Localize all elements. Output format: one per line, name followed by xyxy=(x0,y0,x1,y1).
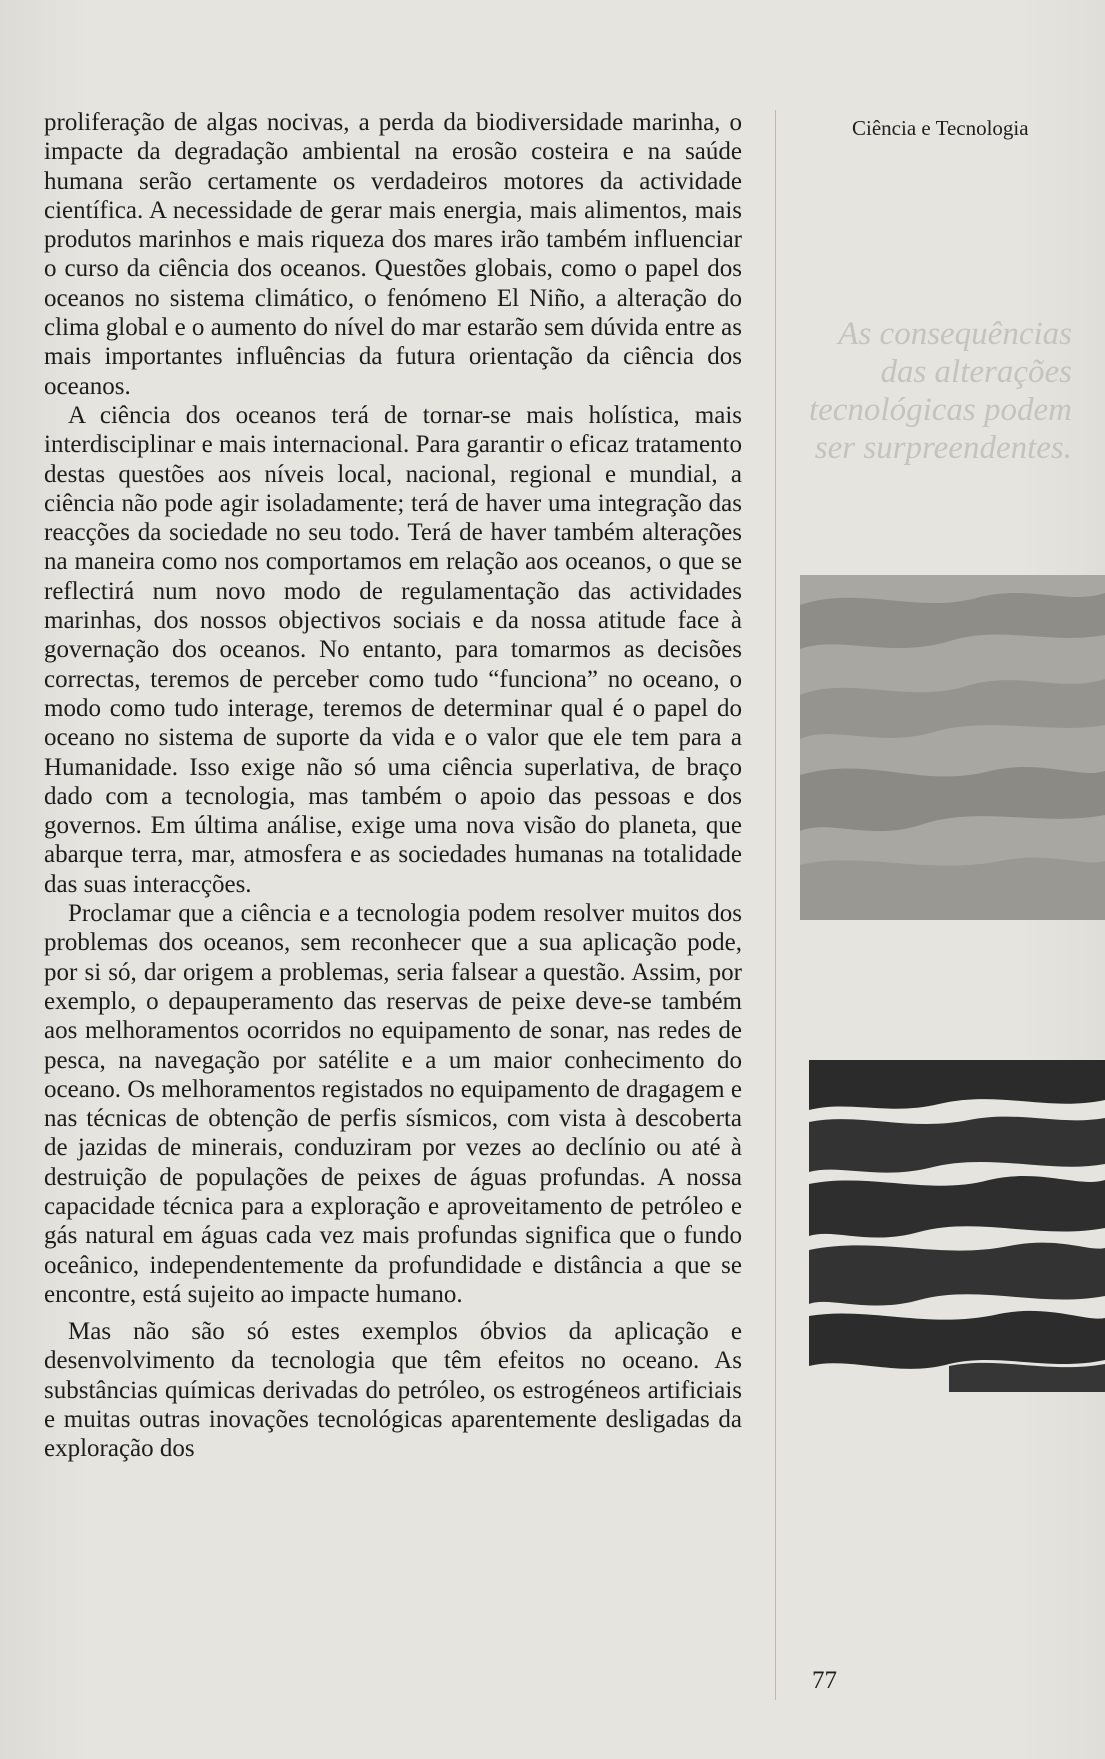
ocean-photo-faded xyxy=(800,575,1105,920)
pullquote: As consequências das alterações tecnológicas podem ser surpreendentes. xyxy=(808,316,1072,466)
ocean-waves-photo xyxy=(809,1060,1105,1392)
page-number: 77 xyxy=(812,1667,837,1694)
column-divider xyxy=(775,110,776,1700)
running-head: Ciência e Tecnologia xyxy=(852,116,1029,140)
paragraph-3: Proclamar que a ciência e a tecnologia podem resolver muitos dos problemas dos oceanos, sem reconhecer que a sua aplicação pode, por si só, dar origem a problemas, seria falsear a questão. Assim, por exemplo, o depauperamento das reservas de peixe deve-se também aos melhoramentos ocorridos no equipamento de sonar, nas redes de pesca, na navegação por satélite e a um maior conhecimento do oceano. Os melhoramentos registados no equipamento de dragagem e nas técnicas de obtenção de perfis sísmicos, com vista à descoberta de jazidas de minerais, conduziram por vezes ao declínio ou até à destruição de populações de peixes de águas profundas. A nossa capacidade técnica para a exploração e aproveitamento de petróleo e gás natural em águas cada vez mais profundas significa que o fundo oceânico, independentemente da profundidade e distância a que se encontre, está sujeito ao impacte humano. xyxy=(44,900,742,1308)
paragraph-1: proliferação de algas nocivas, a perda da biodiversidade marinha, o impacte da degradação ambiental na erosão costeira e na saúde humana serão certamente os verdadeiros motores da actividade científica. A necessidade de gerar mais energia, mais alimentos, mais produtos marinhos e mais riqueza dos mares irão também influenciar o curso da ciência dos oceanos. Questões globais, como o papel dos oceanos no sistema climático, o fenómeno El Niño, a alteração do clima global e o aumento do nível do mar estarão sem dúvida entre as mais importantes influências da futura orientação da ciência dos oceanos. xyxy=(44,109,742,400)
body-text-column xyxy=(44,108,742,1464)
paragraph-2: A ciência dos oceanos terá de tornar-se mais holística, mais interdisciplinar e mais internacional. Para garantir o eficaz tratamento destas questões aos níveis local, nacional, regional e mundial, a ciência não pode agir isoladamente; terá de haver uma integração das reacções da sociedade no seu todo. Terá de haver também alterações na maneira como nos comportamos em relação aos oceanos, o que se reflectirá num novo modo de regulamentação das actividades marinhas, dos nossos objectivos sociais e da nossa atitude face à governação dos oceanos. No entanto, para tomarmos as decisões correctas, teremos de perceber como tudo “funciona” no oceano, o modo como tudo interage, teremos de determinar qual é o papel do oceano no sistema de suporte da vida e o valor que ele tem para a Humanidade. Isso exige não só uma ciência superlativa, de braço dado com a tecnologia, mas também o apoio das pessoas e dos governos. Em última análise, exige uma nova visão do planeta, que abarque terra, mar, atmosfera e as sociedades humanas na totalidade das suas interacções. xyxy=(44,401,742,898)
paragraph-4: Mas não são só estes exemplos óbvios da aplicação e desenvolvimento da tecnologia que têm efeitos no oceano. As substâncias químicas derivadas do petróleo, os estrogéneos artificiais e muitas outras inovações tecnológicas aparentemente desligadas da exploração dos xyxy=(44,1318,742,1463)
